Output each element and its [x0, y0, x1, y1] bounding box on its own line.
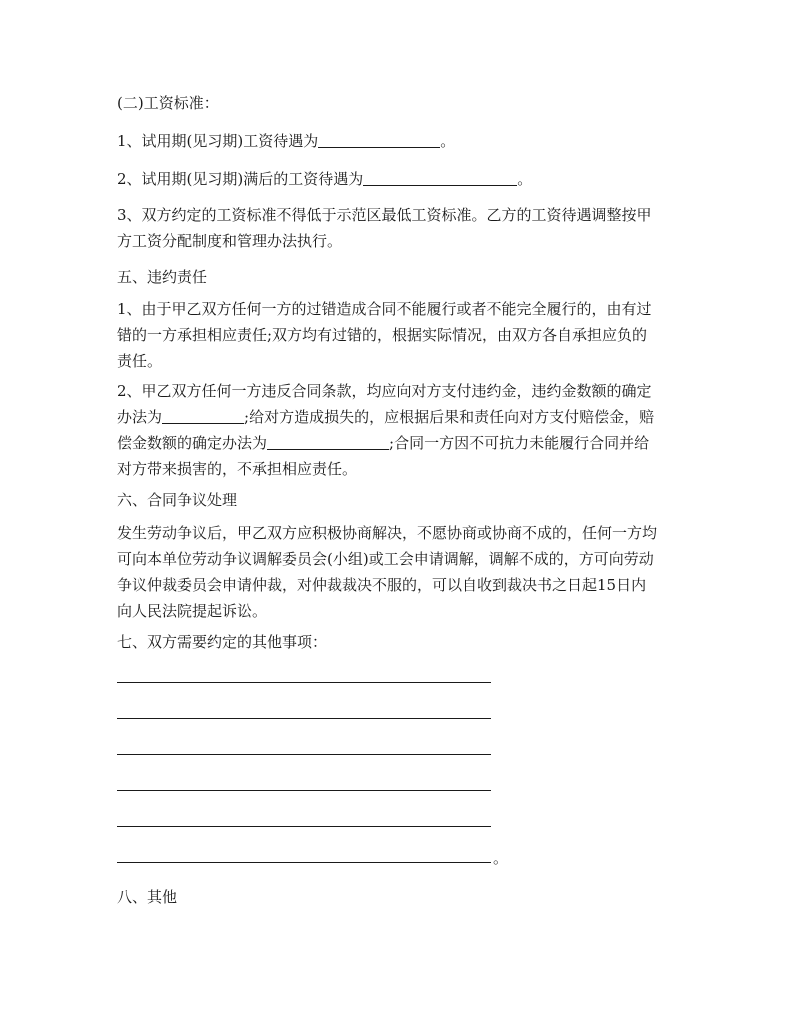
dispute-line-1: 发生劳动争议后，甲乙双方应积极协商解决，不愿协商或协商不成的，任何一方均	[117, 524, 658, 542]
wage-item-3	[117, 202, 683, 254]
wage-item-2-text: 2、试用期(见习期)满后的工资待遇为	[117, 170, 364, 188]
other-matters-heading: 七、双方需要约定的其他事项：	[117, 633, 328, 651]
liability-item-2	[117, 378, 683, 482]
other-matters-line-6[interactable]	[117, 862, 491, 863]
other-matters-line-5[interactable]	[117, 826, 491, 827]
liability-item-2-line-2b: ;给对方造成损失的，应根据后果和责任向对方支付赔偿金，赔	[244, 408, 655, 426]
dispute-heading: 六、合同争议处理	[117, 491, 238, 509]
liability-item-1-line-2: 错的一方承担相应责任;双方均有过错的，根据实际情况，由双方各自承担应负的	[117, 326, 648, 344]
liability-item-2-line-2a: 办法为	[117, 408, 163, 426]
wage-item-3-line-1: 3、双方约定的工资标准不得低于示范区最低工资标准。乙方的工资待遇调整按甲	[117, 206, 652, 224]
other-matters-line-2[interactable]	[117, 718, 491, 719]
dispute-text	[117, 520, 683, 624]
liability-heading: 五、违约责任	[117, 268, 208, 286]
other-matters-line-1[interactable]	[117, 682, 491, 683]
liability-item-1	[117, 296, 683, 374]
liability-item-2-line-3b: ;合同一方因不可抗力未能履行合同并给	[389, 434, 650, 452]
post-probation-wage-blank[interactable]	[363, 170, 517, 186]
other-matters-line-3[interactable]	[117, 754, 491, 755]
wage-standard-heading: (二)工资标准：	[117, 94, 219, 112]
wage-item-3-line-2: 方工资分配制度和管理办法执行。	[117, 232, 343, 250]
dispute-line-4: 向人民法院提起诉讼。	[117, 602, 268, 620]
wage-item-1	[117, 128, 683, 154]
dispute-line-3: 争议仲裁委员会申请仲裁，对仲裁裁决不服的，可以自收到裁决书之日起15日内	[117, 576, 647, 594]
compensation-method-blank[interactable]	[267, 434, 389, 450]
penalty-method-blank[interactable]	[162, 408, 244, 424]
dispute-line-2: 可向本单位劳动争议调解委员会(小组)或工会申请调解，调解不成的，方可向劳动	[117, 550, 654, 568]
wage-item-2	[117, 166, 683, 192]
liability-item-1-line-1: 1、由于甲乙双方任何一方的过错造成合同不能履行或者不能完全履行的，由有过	[117, 300, 652, 318]
misc-heading: 八、其他	[117, 888, 178, 906]
other-matters-end-mark: 。	[493, 849, 509, 867]
liability-item-2-line-1: 2、甲乙双方任何一方违反合同条款，均应向对方支付违约金，违约金数额的确定	[117, 382, 652, 400]
other-matters-line-4[interactable]	[117, 790, 491, 791]
probation-wage-blank[interactable]	[318, 132, 440, 148]
liability-item-1-line-3: 责任。	[117, 352, 163, 370]
liability-item-2-line-3a: 偿金数额的确定办法为	[117, 434, 268, 452]
liability-item-2-line-4: 对方带来损害的，不承担相应责任。	[117, 460, 358, 478]
wage-item-1-end: 。	[440, 132, 456, 150]
wage-item-2-end: 。	[517, 170, 533, 188]
wage-item-1-text: 1、试用期(见习期)工资待遇为	[117, 132, 319, 150]
